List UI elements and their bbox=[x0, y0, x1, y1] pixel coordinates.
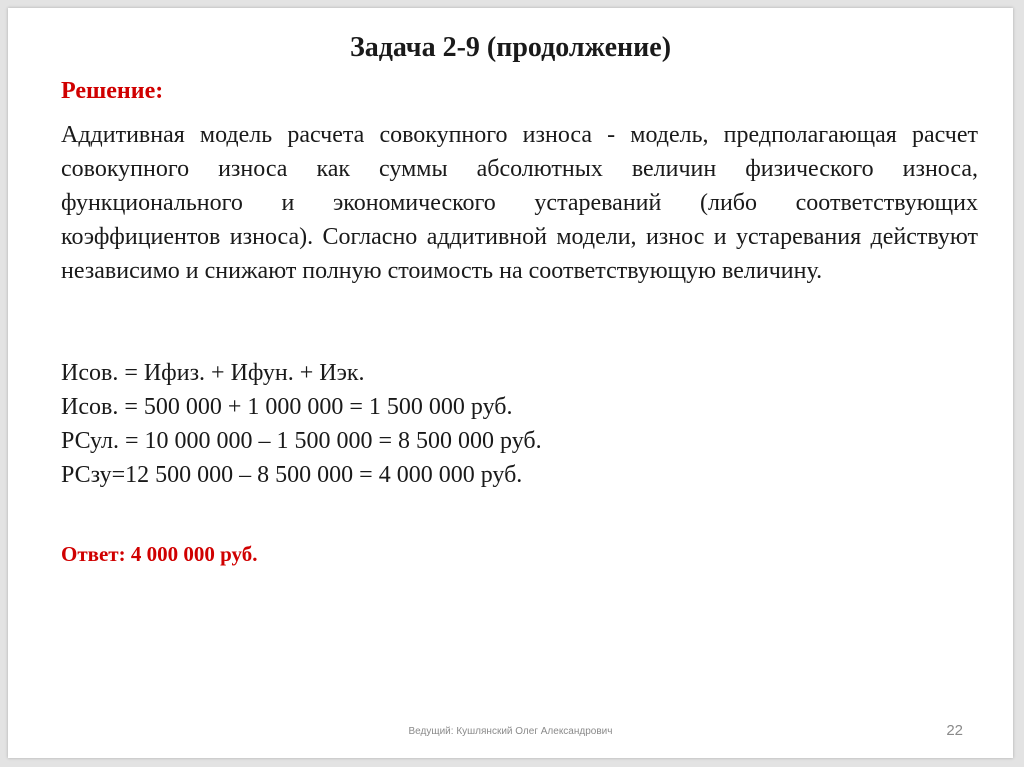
page-number: 22 bbox=[946, 722, 963, 739]
solution-heading: Решение: bbox=[61, 78, 164, 104]
slide-title: Задача 2-9 (продолжение) bbox=[349, 32, 672, 63]
formula-line: Исов. = 500 000 + 1 000 000 = 1 500 000 руб. bbox=[61, 394, 513, 420]
answer-text: Ответ: 4 000 000 руб. bbox=[61, 542, 258, 566]
formula-list bbox=[61, 356, 978, 492]
formula-line: Исов. = Ифиз. + Ифун. + Иэк. bbox=[61, 360, 365, 386]
presenter-footer: Ведущий: Кушлянский Олег Александрович bbox=[408, 726, 613, 737]
model-description: Аддитивная модель расчета совокупного износа - модель, предполагающая расчет совокупного износа как суммы абсолютных величин физического износа, функционального и экономического устареваний (либо соответствующих коэффициентов износа). Согласно аддитивной модели, износ и устаревания действуют независимо и снижают полную стоимость на соответствующую величину. bbox=[61, 122, 978, 284]
formula-line: РСзу=12 500 000 – 8 500 000 = 4 000 000 руб. bbox=[61, 462, 523, 488]
slide bbox=[8, 8, 1013, 758]
formula-line: РСул. = 10 000 000 – 1 500 000 = 8 500 000 руб. bbox=[61, 428, 542, 454]
